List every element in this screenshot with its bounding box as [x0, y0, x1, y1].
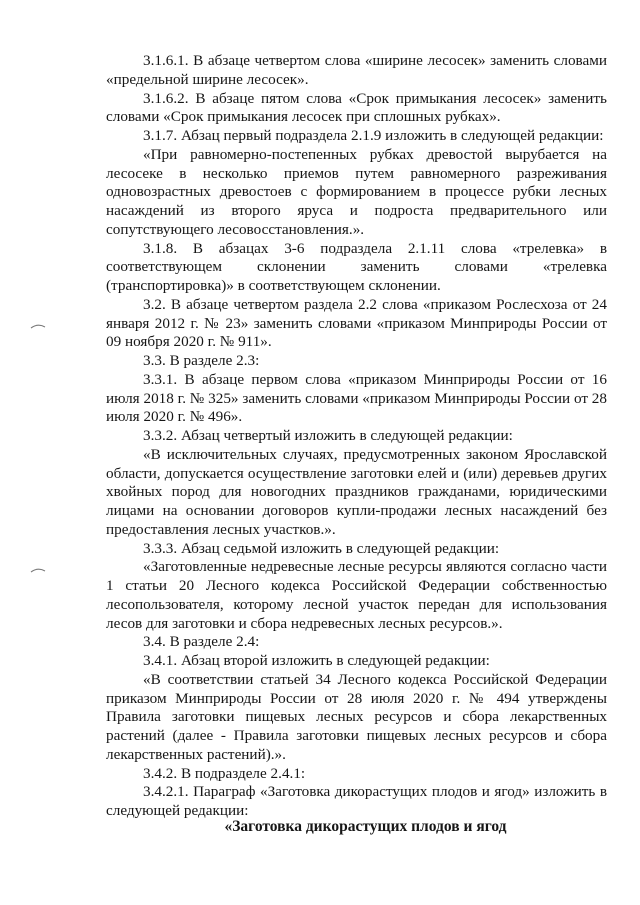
paragraph-3-1-7: 3.1.7. Абзац первый подраздела 2.1.9 изложить в следующей редакции: — [143, 127, 604, 144]
paragraph-3-1-6-1: 3.1.6.1. В абзаце четвертом слова «ширине лесосек» заменить словами «предельной ширине лесосек». — [106, 52, 607, 88]
paragraph-3-3-1: 3.3.1. В абзаце первом слова «приказом Минприроды России от 16 июля 2018 г. № 325» заменить словами «приказом Минприроды России от 28 июля 2020 г. № 496». — [106, 370, 607, 426]
paragraph-3-4-1: 3.4.1. Абзац второй изложить в следующей редакции: — [143, 652, 490, 669]
section-heading — [106, 817, 607, 836]
paragraph-3-1-6-2: 3.1.6.2. В абзаце пятом слова «Срок примыкания лесосек» заменить словами «Срок примыкания лесосек при сплошных рубках». — [106, 89, 607, 126]
paragraph-3-2: 3.2. В абзаце четвертом раздела 2.2 слова «приказом Рослесхоза от 24 января 2012 г. № 23» заменить словами «приказом Минприроды России от 09 ноября 2020 г. № 911». — [106, 295, 607, 351]
paragraph-3-3-3: 3.3.3. Абзац седьмой изложить в следующей редакции: — [143, 539, 500, 557]
paragraph-3-1-8: 3.1.8. В абзацах 3-6 подраздела 2.1.11 слова «трелевка» в соответствующем склонении заменить словами «трелевка (транспортировка)» в соответствующем склонении. — [106, 239, 607, 294]
section-heading-text: «Заготовка дикорастущих плодов и ягод — [224, 818, 507, 835]
document-body — [106, 52, 607, 821]
paragraph-3-3: 3.3. В разделе 2.3: — [143, 352, 260, 369]
paragraph-3-4: 3.4. В разделе 2.4: — [143, 633, 260, 651]
paragraph-3-4-2: 3.4.2. В подразделе 2.4.1: — [143, 764, 306, 782]
paragraph-quote-3-3-3: «Заготовленные недревесные лесные ресурсы являются согласно части 1 статьи 20 Лесного кодекса Российской Федерации собственностью лесопользователя, которому лесной участок передан для использования лесов для заготовки и сбора недревесных лесных ресурсов.». — [106, 558, 607, 632]
paragraph-3-4-2-1: 3.4.2.1. Параграф «Заготовка дикорастущих плодов и ягод» изложить в следующей редакции: — [106, 783, 607, 819]
paragraph-3-3-2: 3.3.2. Абзац четвертый изложить в следующей редакции: — [143, 427, 513, 444]
margin-scan-mark — [30, 567, 46, 573]
paragraph-quote-3-4-1: «В соответствии статьей 34 Лесного кодекса Российской Федерации приказом Минприроды России от 28 июля 2020 г. № 494 утверждены Правила заготовки пищевых лесных ресурсов и сбора лекарственных растений (далее - Правила заготовки пищевых лесных ресурсов и сбора лекарственных растений).». — [106, 670, 607, 763]
paragraph-quote-3-1-7: «При равномерно-постепенных рубках древостой вырубается на лесосеке в несколько приемов путем равномерного разреживания одновозрастных древостоев с формированием в процессе рубки лесных насаждений из второго яруса и подроста предварительного или сопутствующего лесовосстановления.». — [106, 145, 607, 238]
margin-scan-mark — [30, 323, 46, 329]
paragraph-quote-3-3-2: «В исключительных случаях, предусмотренных законом Ярославской области, допускается осуществление заготовки елей и (или) деревьев других хвойных пород для новогодних праздников гражданами, юридическими лицами на основании договоров купли-продажи лесных насаждений без предоставления лесных участков.». — [106, 445, 607, 538]
